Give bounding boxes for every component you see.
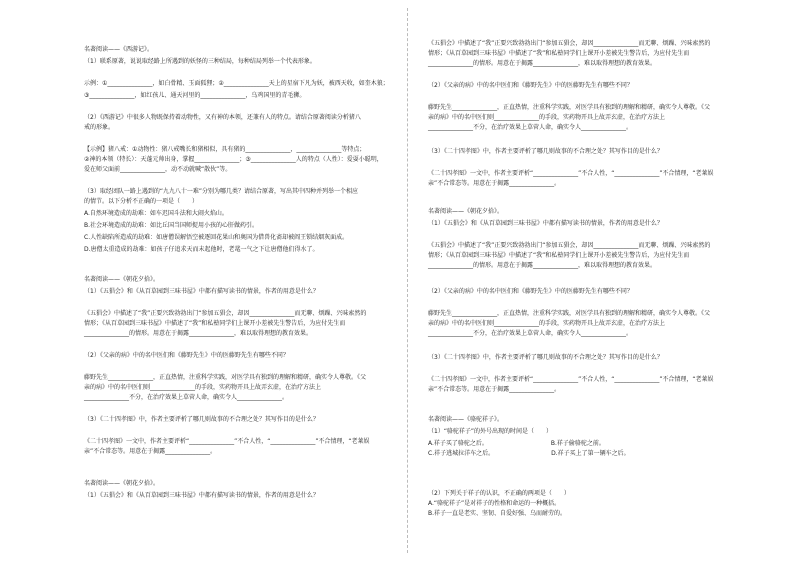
text-line: _______________的情形。用意在于揭露_______________，难以取得理想的教育效果。 — [428, 262, 657, 269]
text-line: 名著阅读——《朝花夕拾》。 — [84, 276, 160, 283]
text-line: 《二十四孝图》一文中，作者主要评析“_______________”不合人性，“_______________”不合情理，“老莱娱 — [428, 170, 714, 177]
text-line: 藤野先生_______________，正直热情，注重科学实践，对医学具有独到的理解和精研，确实令人尊敬。《父 — [428, 104, 711, 111]
text-line: 亲”不合常态等。用意在于揭露_______________。 — [428, 386, 561, 393]
text-line: 名著阅读——《朝花夕拾》。 — [428, 208, 504, 215]
text-line: 亲”不合常态等。用意在于揭露_______________。 — [84, 448, 217, 455]
text-line: 戒的形象。 — [84, 124, 115, 131]
text-line: （2）《父亲的病》中的名中医们和《藤野先生》中的医藤野先生有哪些不同？ — [428, 82, 633, 89]
text-line: 《二十四孝图》一文中，作者主要评析“_______________”不合人性，“_______________”不合情理，“老莱娱 — [84, 438, 370, 445]
text-line: 情形；《从百草园到三味书屋》中描述了“我”和私塾同学们上课开小差被先生警告后，为应付先生而 — [428, 252, 690, 259]
text-line: A.“骆驼祥子”是对祥子的性格和命运的一种概括。 — [428, 500, 561, 507]
text-line: B.社会环境造成的劫难：如比丘国当国师捉用小孩的心肝做药引。 — [84, 222, 259, 229]
text-line: 名著阅读——《西游记》。 — [84, 46, 154, 53]
text-line: 亲的病》中的名中医们则_______________的手段，实药物开具上故弄玄虚，在治疗方法上 — [84, 384, 322, 391]
text-line: _______________不分，在治疗效果上草菅人命，确实令人_______________。 — [84, 394, 289, 401]
text-line: 《二十四孝图》一文中，作者主要评析“_______________”不合人性，“_______________”不合情理，“老莱娱 — [428, 376, 714, 383]
text-line: （1）联系原著，说说取经路上所遇到的妖怪的三种结局，每种结局列举一个代表形象。 — [84, 58, 316, 65]
text-line: （1）“骆驼祥子”的外号出现的时间是（ ） — [428, 428, 553, 435]
text-line: 《五猖会》中描述了“我”正要兴致勃勃出门“参加五猖会，却因_______________而无聊、烦躁、兴味索然的 — [428, 242, 711, 249]
text-line: 亲的病》中的名中医们则_______________的手段，实药物开具上故弄玄虚，在治疗方法上 — [428, 114, 666, 121]
text-line: （2）《西游记》中很多人物既保持着动物性，又有神的本领，还兼有人的特点。请结合原著阅读分析猪八 — [84, 114, 361, 121]
text-line: 情形；《从百草园到三味书屋》中描述了“我”和私塾同学们上课开小差被先生警告后，为应付先生而 — [428, 50, 690, 57]
text-line: （3）取经团队一路上遇到的“九九八十一难”分别为哪几类？请结合原著，写出其中四种并列举一个相应 — [84, 188, 359, 195]
text-line: _______________不分，在治疗效果上草菅人命，确实令人_______________。 — [428, 330, 633, 337]
text-line: 爱在师父面前_______________，动不动就喊“散伙”等。 — [84, 166, 232, 173]
text-line: 的情节。以下分析不正确的一项是（ ） — [84, 198, 199, 205]
right-column — [414, 0, 794, 561]
text-line: C.人性缺陷所造成的劫难：如唐僧误解悟空被逐回花果山和奥国为借兽化斋却被阎王锁结烟灰面成。 — [84, 234, 349, 241]
text-line: _______________不分，在治疗效果上草菅人命，确实令人_______________。 — [428, 124, 633, 131]
text-line: （2）《父亲的病》中的名中医们和《藤野先生》中的医藤野先生有哪些不同？ — [84, 352, 289, 359]
text-line: （2）《父亲的病》中的名中医们和《藤野先生》中的医藤野先生有哪些不同？ — [428, 288, 633, 295]
column-divider — [407, 8, 408, 553]
text-line: 《五猖会》中描述了“我”正要兴致勃勃出门“参加五猖会，却因_______________而无聊、烦躁、兴味索然的 — [84, 310, 367, 317]
text-line: 亲”不合常态等。用意在于揭露_______________。 — [428, 180, 561, 187]
text-line: B.祥子一直是老实、坚韧、自爱好强、乌而耐劳的。 — [428, 510, 567, 517]
text-line: （1）《五猖会》和《从百草园到三味书屋》中都有描写读书的情景，作者的用意是什么？ — [84, 492, 319, 499]
text-line: （1）《五猖会》和《从百草园到三味书屋》中都有描写读书的情景，作者的用意是什么？ — [84, 288, 319, 295]
text-line: A.祥子买了骆驼之后。 B.祥子偷骆驼之前。 — [428, 440, 605, 447]
text-line: （3）《二十四孝图》中，作者主要评析了哪几则故事的不合理之处？其写作目的是什么？ — [84, 416, 319, 423]
left-column — [0, 0, 389, 561]
text-line: A.自然环境造成的劫难：如车迟国斗法和大闹火焰山。 — [84, 210, 228, 217]
text-line: _______________的情形。用意在于揭露_______________，难以取得理想的教育效果。 — [84, 330, 313, 337]
text-line: ②神的本领（特长）：天蓬元帅出身，掌握_______________；③_______________人的特点（人性）：爱耍小聪明， — [84, 156, 383, 163]
text-line: _______________的情形。用意在于揭露_______________，难以取得理想的教育效果。 — [428, 60, 657, 67]
text-line: （3）《二十四孝图》中，作者主要评析了哪几则故事的不合理之处？其写作目的是什么？ — [428, 148, 663, 155]
text-line: 藤野先生_______________，正直热情，注重科学实践，对医学具有独到的理解和精研，确实令人尊敬。《父 — [428, 310, 711, 317]
text-line: 名著阅读——《骆驼祥子》。 — [428, 416, 504, 423]
text-line: 藤野先生_______________，正直热情，注重科学实践，对医学具有独到的理解和精研，确实令人尊敬。《父 — [84, 374, 367, 381]
text-line: C.祥子逃城拉洋车之后。 D.祥子买上了第一辆车之后。 — [428, 450, 630, 457]
text-line: （3）《二十四孝图》中，作者主要评析了哪几则故事的不合理之处？其写作目的是什么？ — [428, 354, 663, 361]
text-line: 《五猖会》中描述了“我”正要兴致勃勃出门“参加五猖会，却因_______________而无聊、烦躁、兴味索然的 — [428, 40, 711, 47]
text-line: ③_______________，如红孩儿、通天河里的_______________，乌鸡国里的青毛狮。 — [84, 92, 306, 99]
text-line: 【示例】猪八戒：①动物性：猪八戒嘴长和猪相似，具有猪的_______________，_______________等特点； — [84, 146, 366, 153]
text-line: 名著阅读——《朝花夕拾》。 — [84, 480, 160, 487]
text-line: 亲的病》中的名中医们则_______________的手段，实药物开具上故弄玄虚，在治疗方法上 — [428, 320, 666, 327]
text-line: （1）《五猖会》和《从百草园到三味书屋》中都有描写读书的情景，作者的用意是什么？ — [428, 220, 663, 227]
text-line: 情形；《从百草园到三味书屋》中描述了“我”和私塾同学们上课开小差被先生警告后，为应付先生而 — [84, 320, 346, 327]
text-line: 示例：①_______________，如白骨精、玉面狐狸；②_______________天上的星宿下凡为妖，被西天收，如奎木狼； — [84, 80, 389, 87]
text-line: D.唐僧太重造成的劫难：如孩子仔追求天而未起他时，老鼋一气之下让唐僧他们得水了。 — [84, 246, 319, 253]
text-line: （2）下列关于祥子的认识，不正确的两项是（ ） — [428, 490, 570, 497]
